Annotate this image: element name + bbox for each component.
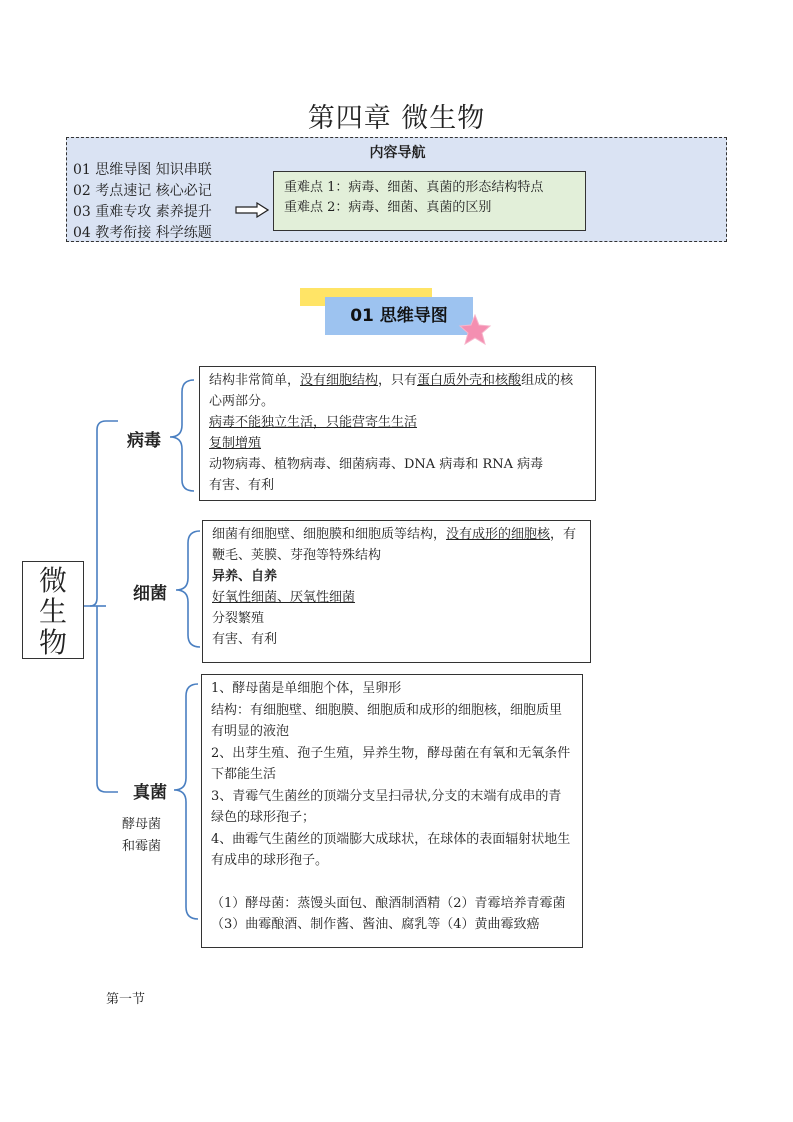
fungi-line-1: 1、酵母菌是单细胞个体，呈卵形: [211, 681, 402, 696]
root-node-microorganisms: [22, 561, 84, 659]
virus-impact-line: 有害、有利: [209, 478, 275, 493]
footer-section-label: 第一节: [106, 992, 146, 1007]
fungi-line-2: 结构：有细胞壁、细胞膜、细胞质和成形的细胞核，细胞质里有明显的液泡: [211, 702, 563, 739]
fungi-line-3: 2、出芽生殖、孢子生殖，异养生物，酵母菌在有氧和无氧条件下都能生活: [211, 745, 571, 782]
bacteria-details-box: [202, 520, 591, 663]
virus-types-line: 动物病毒、植物病毒、细菌病毒、DNA 病毒和 RNA 病毒: [209, 457, 544, 472]
fungi-subnote-line-2: 和霉菌: [122, 839, 162, 854]
nav-item-1[interactable]: 01 思维导图 知识串联: [73, 162, 212, 178]
section-banner: 01 思维导图: [350, 306, 448, 326]
bacteria-structure-line: 细菌有细胞壁、细胞膜和细胞质等结构，没有成形的细胞核，有鞭毛、荚膜、芽孢等特殊结构: [212, 527, 577, 563]
key-point-2: 重难点 2：病毒、细菌、真菌的区别: [284, 200, 492, 215]
fungi-uses-line: （1）酵母菌：蒸馒头面包、酿酒制酒精（2）青霉培养青霉菌（3）曲霉酿酒、制作酱、酱油、腐乳等（4）黄曲霉致癌: [211, 895, 566, 932]
fungi-subnote: [122, 814, 161, 858]
bacteria-nutrition-line: 异养、自养: [212, 569, 278, 584]
nav-item-2[interactable]: 02 考点速记 核心必记: [73, 183, 212, 199]
fungi-line-4: 3、青霉气生菌丝的顶端分支呈扫帚状,分支的末端有成串的青绿色的球形孢子；: [211, 788, 562, 825]
nav-heading: 内容导航: [369, 145, 426, 161]
fungi-subnote-line-1: 酵母菌: [122, 817, 162, 832]
root-char-2: 生: [38, 595, 67, 628]
key-point-1: 重难点 1：病毒、细菌、真菌的形态结构特点: [284, 180, 544, 195]
root-char-3: 物: [38, 626, 67, 659]
branch-label-virus: 病毒: [127, 431, 161, 451]
branch-label-bacteria: 细菌: [133, 584, 167, 604]
fungi-details-box: [201, 674, 583, 948]
nav-item-3[interactable]: 03 重难专攻 素养提升: [73, 204, 212, 220]
virus-structure-line: 结构非常简单，没有细胞结构，只有蛋白质外壳和核酸组成的核心两部分。: [209, 373, 574, 409]
nav-item-4[interactable]: 04 教考衔接 科学练题: [73, 225, 212, 241]
fungi-line-5: 4、曲霉气生菌丝的顶端膨大成球状，在球体的表面辐射状地生有成串的球形孢子。: [211, 831, 571, 868]
virus-details-box: [199, 366, 596, 501]
bacteria-impact-line: 有害、有利: [212, 632, 278, 647]
branch-label-fungi: 真菌: [133, 783, 167, 803]
page-title: 第四章 微生物: [307, 103, 486, 134]
bacteria-respiration-line: 好氧性细菌、厌氧性细菌: [212, 590, 356, 605]
virus-reproduction-line: 复制增殖: [209, 436, 262, 451]
virus-lifestyle-line: 病毒不能独立生活，只能营寄生生活: [209, 415, 418, 430]
root-char-1: 微: [38, 564, 67, 597]
bacteria-reproduction-line: 分裂繁殖: [212, 611, 265, 626]
